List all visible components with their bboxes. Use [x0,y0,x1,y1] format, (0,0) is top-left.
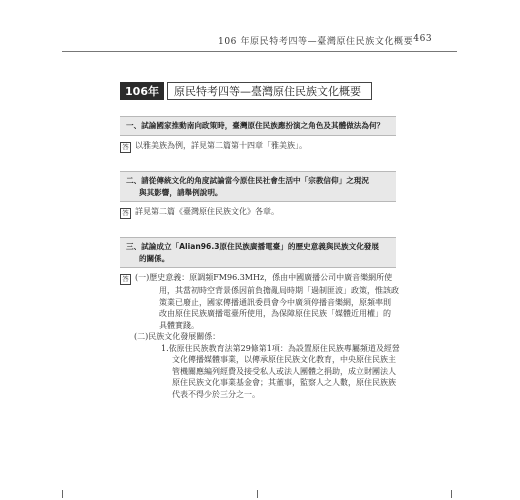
answer-3-line-9: 管機關應編列經費及接受私人或法人團體之捐助，成立財團法人 [172,366,396,376]
answer-2-line-1 [120,206,400,219]
answer-3-line-8: 文化傳播媒體事業，以傳承原住民族文化教育，中央原住民族主 [172,355,396,364]
question-1-line-1: 一、試論國家推動南向政策時，臺灣原住民族應扮演之角色及其體做法為何？ [126,121,385,130]
question-2-line-2: 與其影響，請舉例說明。 [139,187,223,197]
page-number: 463 [413,34,433,44]
question-3 [120,237,396,268]
answer-1-text: 以雅美族為例，詳見第二篇第十四章「雅美族」。 [135,141,307,150]
question-3-line-1: 三、試論成立「Alian96.3原住民族廣播電臺」的歷史意義與民族文化發展 [126,242,379,251]
answer-3-line-11: 代表不得少於三分之一。 [172,389,260,399]
header-rule [62,51,457,52]
crop-marks [62,490,458,498]
answer-1 [120,140,400,153]
answer-3-text: (一)歷史意義：原調頻FM96.3MHz，係由中國廣播公司中廣音樂網所使 [135,273,393,282]
question-2-line-1: 二、請從傳統文化的角度試論當今原住民社會生活中「宗教信仰」之現況 [126,176,369,185]
section-title: 原民特考四等—臺灣原住民族文化概要 [167,82,372,100]
answer-2-text: 詳見第二篇《臺灣原住民族文化》各章。 [135,207,279,216]
answer-3-line-10: 原住民族文化事業基金會；其董事，監察人之人數，原住民族族 [172,378,396,387]
section-title-block [120,82,372,100]
answer-3-line-3: 策業已廢止，國家傳播通訊委員會今中廣須停播音樂網，原頻率則 [159,297,391,307]
question-1 [120,116,396,136]
answer-2 [120,206,400,219]
answer-3 [120,272,400,400]
question-2 [120,171,396,202]
answer-badge-icon: 答 [120,208,131,219]
answer-3-line-1 [120,272,400,285]
answer-badge-icon: 答 [120,142,131,153]
answer-3-line-4: 改由原住民族廣播電臺所使用，為保障原住民族「媒體近用權」的 [159,309,391,318]
question-3-line-2: 的關係。 [139,253,170,263]
crop-mark [62,490,69,498]
crop-mark [257,490,264,498]
answer-1-line-1 [120,140,400,153]
running-title: 106 年原民特考四等—臺灣原住民族文化概要 [218,37,414,47]
answer-badge-icon: 答 [120,274,131,285]
crop-mark [451,490,458,498]
answer-3-line-5: 具體實踐。 [159,320,199,330]
answer-3-line-6: (二)民族文化發展關係： [134,332,221,341]
section-year-tag: 106年 [120,82,164,100]
running-header [218,34,433,47]
answer-3-line-2: 用，其當初時空背景係因前負擔亂局時期「過制匪波」政策，惟該政 [159,286,399,295]
answer-3-line-7: 1.依原住民族教育法第29條第1項：為設置原住民族專屬頻道及經營 [161,343,400,353]
